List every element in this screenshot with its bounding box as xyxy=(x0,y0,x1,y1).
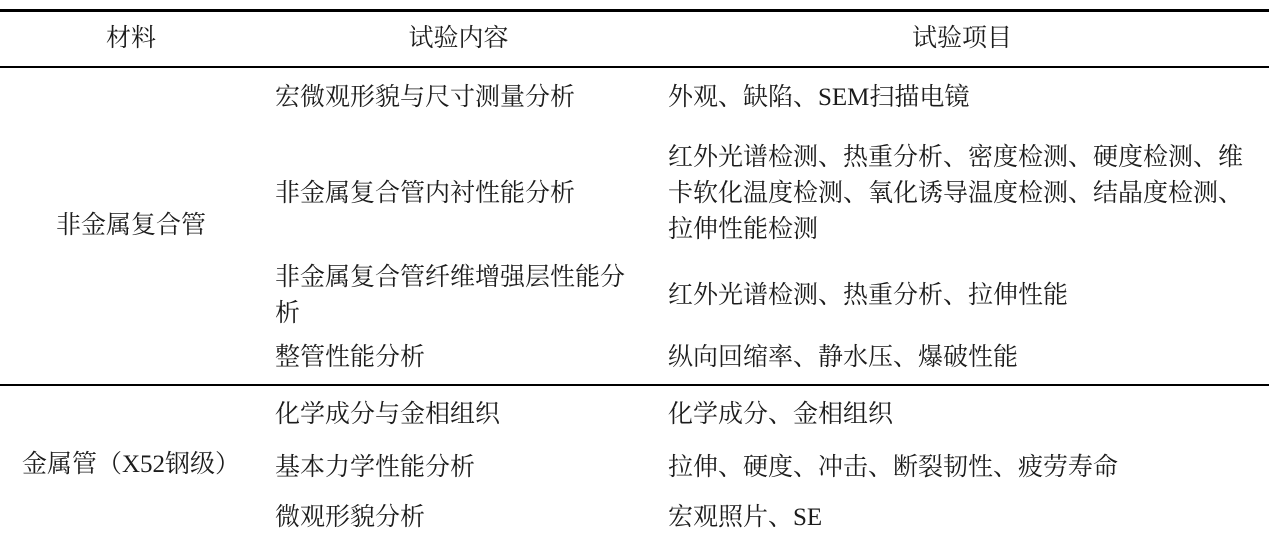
test-content-cell: 微观形貌分析 xyxy=(275,504,426,531)
test-content-cell: 宏微观形貌与尺寸测量分析 xyxy=(275,84,576,111)
table-header-row xyxy=(0,11,1269,68)
header-cell-test-content: 试验内容 xyxy=(262,11,655,68)
test-items-cell: 红外光谱检测、热重分析、拉伸性能 xyxy=(668,282,1069,309)
table-row xyxy=(0,385,1269,444)
test-content-cell: 非金属复合管内衬性能分析 xyxy=(275,180,576,207)
test-items-cell: 宏观照片、SE xyxy=(668,504,823,531)
test-content-cell: 化学成分与金相组织 xyxy=(262,385,655,444)
test-content-cell: 整管性能分析 xyxy=(275,344,426,371)
test-items-cell: 红外光谱检测、热重分析、密度检测、硬度检测、维卡软化温度检测、氧化诱导温度检测、结晶度检测、拉伸性能检测 xyxy=(668,144,1244,243)
test-specification-table xyxy=(0,9,1269,534)
test-items-cell: 外观、缺陷、SEM扫描电镜 xyxy=(668,84,970,111)
test-items-cell: 纵向回缩率、静水压、爆破性能 xyxy=(668,344,1019,371)
test-items-cell: 拉伸、硬度、冲击、断裂韧性、疲劳寿命 xyxy=(668,454,1119,481)
material-cell-composite-pipe: 非金属复合管 xyxy=(55,212,206,239)
header-cell-test-items: 试验项目 xyxy=(655,11,1269,68)
test-items-cell: 化学成分、金相组织 xyxy=(655,385,1269,444)
material-cell-metal-pipe: 金属管（X52钢级） xyxy=(0,385,262,534)
test-content-cell: 基本力学性能分析 xyxy=(275,454,476,481)
test-content-cell: 非金属复合管纤维增强层性能分析 xyxy=(275,264,626,327)
header-cell-material: 材料 xyxy=(0,11,262,68)
table-row xyxy=(0,67,1269,128)
